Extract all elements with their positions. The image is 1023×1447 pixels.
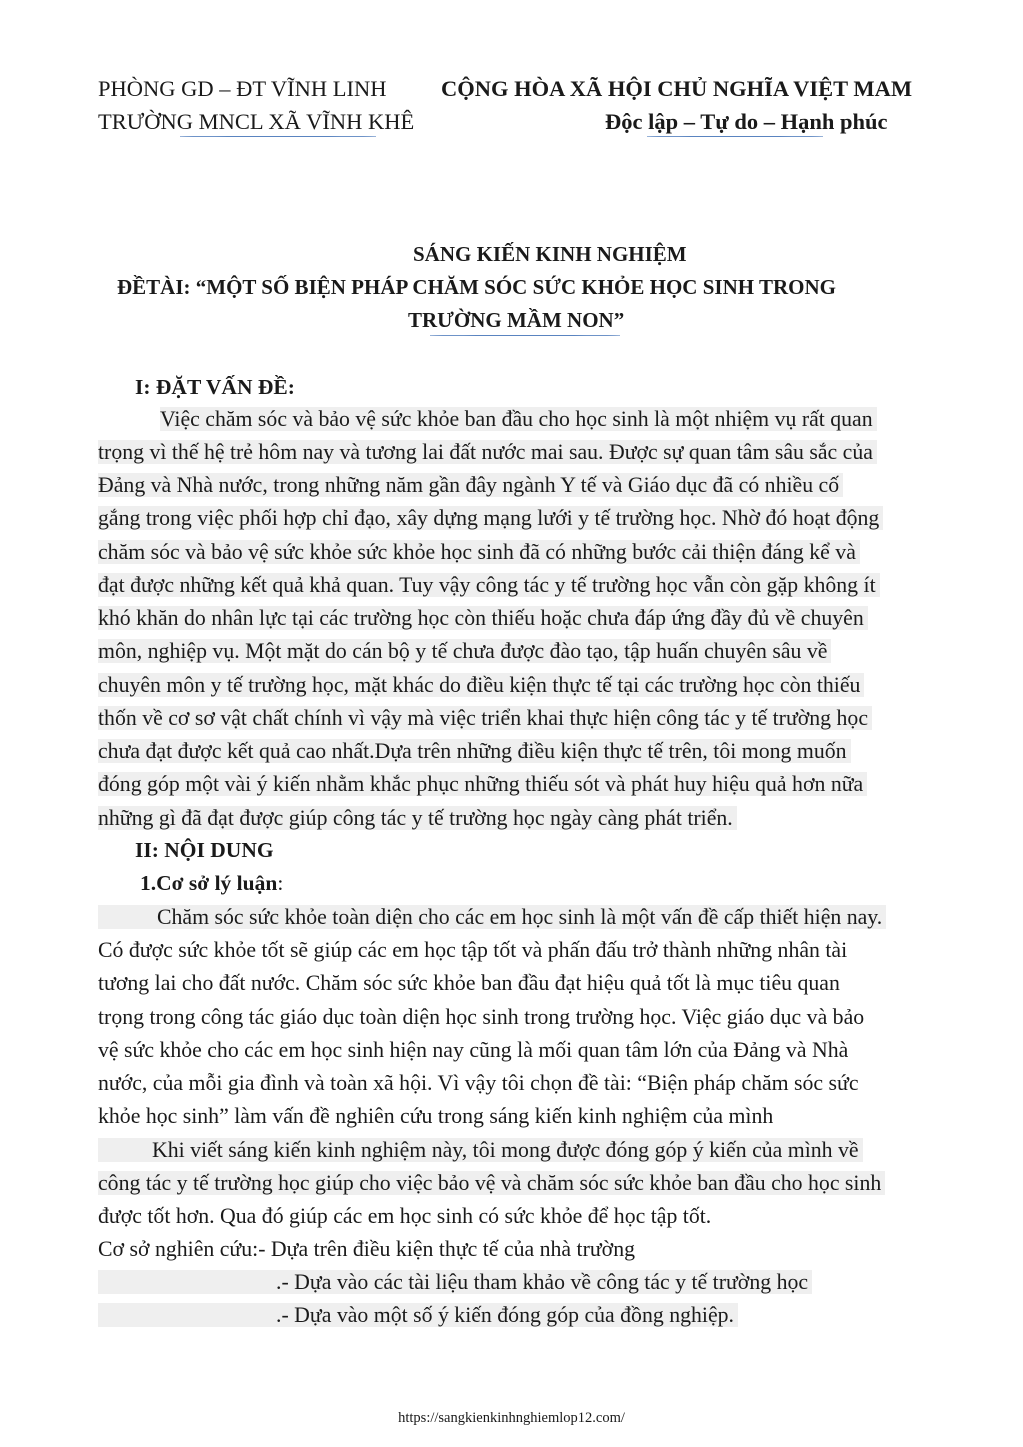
body-line: chăm sóc và bảo vệ sức khỏe sức khỏe học sinh đã có những bước cải thiện đáng kể và	[98, 538, 860, 566]
body-line: chuyên môn y tế trường học, mặt khác do điều kiện thực tế tại các trường học còn thiếu	[98, 671, 864, 699]
footer-url[interactable]: https://sangkienkinhnghiemlop12.com/	[398, 1410, 625, 1426]
body-line: đạt được những kết quả khả quan. Tuy vậy công tác y tế trường học vẫn còn gặp không ít	[98, 571, 880, 599]
body-line: Việc chăm sóc và bảo vệ sức khỏe ban đầu cho học sinh là một nhiệm vụ rất quan	[160, 405, 877, 433]
body-line: Có được sức khỏe tốt sẽ giúp các em học tập tốt và phấn đấu trở thành những nhân tài	[98, 938, 848, 962]
research-basis-item: .- Dựa vào các tài liệu tham khảo về công tác y tế trường học	[98, 1268, 812, 1296]
body-line: đóng góp một vài ý kiến nhằm khắc phục những thiếu sót và phát huy hiệu quả hơn nữa	[98, 770, 867, 798]
national-title: CỘNG HÒA XÃ HỘI CHỦ NGHĨA VIỆT MAM	[441, 76, 913, 101]
body-line: tương lai cho đất nước. Chăm sóc sức khỏe ban đầu đạt hiệu quả tốt là mục tiêu quan	[98, 971, 840, 995]
school-name: TRƯỜNG MNCL XÃ VĨNH KHÊ	[98, 109, 415, 134]
national-motto-underline	[647, 136, 823, 137]
body-line: chưa đạt được kết quả cao nhất.Dựa trên những điều kiện thực tế trên, tôi mong muốn	[98, 737, 851, 765]
body-line: vệ sức khỏe cho các em học sinh hiện nay cũng là mối quan tâm lớn của Đảng và Nhà	[98, 1038, 849, 1062]
body-line: nước, của mỗi gia đình và toàn xã hội. Vì vậy tôi chọn đề tài: “Biện pháp chăm sóc sức	[98, 1071, 859, 1095]
subsection-heading: 1.Cơ sở lý luận:	[140, 871, 284, 895]
national-motto: Độc lập – Tự do – Hạnh phúc	[605, 109, 888, 134]
school-name-underline	[180, 136, 376, 137]
research-basis-item: Cơ sở nghiên cứu:- Dựa trên điều kiện thực tế của nhà trường	[98, 1237, 636, 1261]
body-line: khỏe học sinh” làm vấn đề nghiên cứu trong sáng kiến kinh nghiệm của mình	[98, 1104, 774, 1128]
research-basis-item: .- Dựa vào một số ý kiến đóng góp của đồng nghiệp.	[98, 1301, 738, 1329]
body-line: gắng trong việc phối hợp chỉ đạo, xây dựng mạng lưới y tế trường học. Nhờ đó hoạt động	[98, 504, 883, 532]
body-line: trọng trong công tác giáo dục toàn diện học sinh trong trường học. Việc giáo dục và bảo	[98, 1005, 865, 1029]
section-1-heading: I: ĐẶT VẤN ĐỀ:	[135, 375, 295, 399]
department-name: PHÒNG GD – ĐT VĨNH LINH	[98, 76, 387, 101]
section-2-heading: II: NỘI DUNG	[135, 838, 274, 862]
body-line: Đảng và Nhà nước, trong những năm gần đây ngành Y tế và Giáo dục đã có nhiều cố	[98, 471, 843, 499]
body-line: môn, nghiệp vụ. Một mặt do cán bộ y tế chưa được đào tạo, tập huấn chuyên sâu về	[98, 637, 831, 665]
body-line: Chăm sóc sức khỏe toàn diện cho các em học sinh là một vấn đề cấp thiết hiện nay.	[98, 903, 886, 931]
topic-title-underline	[430, 335, 620, 336]
body-line: công tác y tế trường học giúp cho việc bảo vệ và chăm sóc sức khỏe ban đầu cho học sinh	[98, 1169, 885, 1197]
topic-title-line1: ĐỀTÀI: “MỘT SỐ BIỆN PHÁP CHĂM SÓC SỨC KHỎE HỌC SINH TRONG	[117, 275, 836, 299]
topic-title-line2: TRƯỜNG MẦM NON”	[408, 308, 625, 332]
body-line: trọng vì thế hệ trẻ hôm nay và tương lai đất nước mai sau. Được sự quan tâm sâu sắc của	[98, 438, 877, 466]
document-type-title: SÁNG KIẾN KINH NGHIỆM	[413, 242, 687, 266]
body-line: được tốt hơn. Qua đó giúp các em học sinh có sức khỏe để học tập tốt.	[98, 1204, 712, 1228]
body-line: khó khăn do nhân lực tại các trường học còn thiếu hoặc chưa đáp ứng đầy đủ về chuyên	[98, 604, 868, 632]
body-line: thốn về cơ sơ vật chất chính vì vậy mà việc triển khai thực hiện công tác y tế trường học	[98, 704, 872, 732]
body-line: Khi viết sáng kiến kinh nghiệm này, tôi mong được đóng góp ý kiến của mình về	[98, 1136, 863, 1164]
body-line: những gì đã đạt được giúp công tác y tế trường học ngày càng phát triển.	[98, 804, 737, 832]
